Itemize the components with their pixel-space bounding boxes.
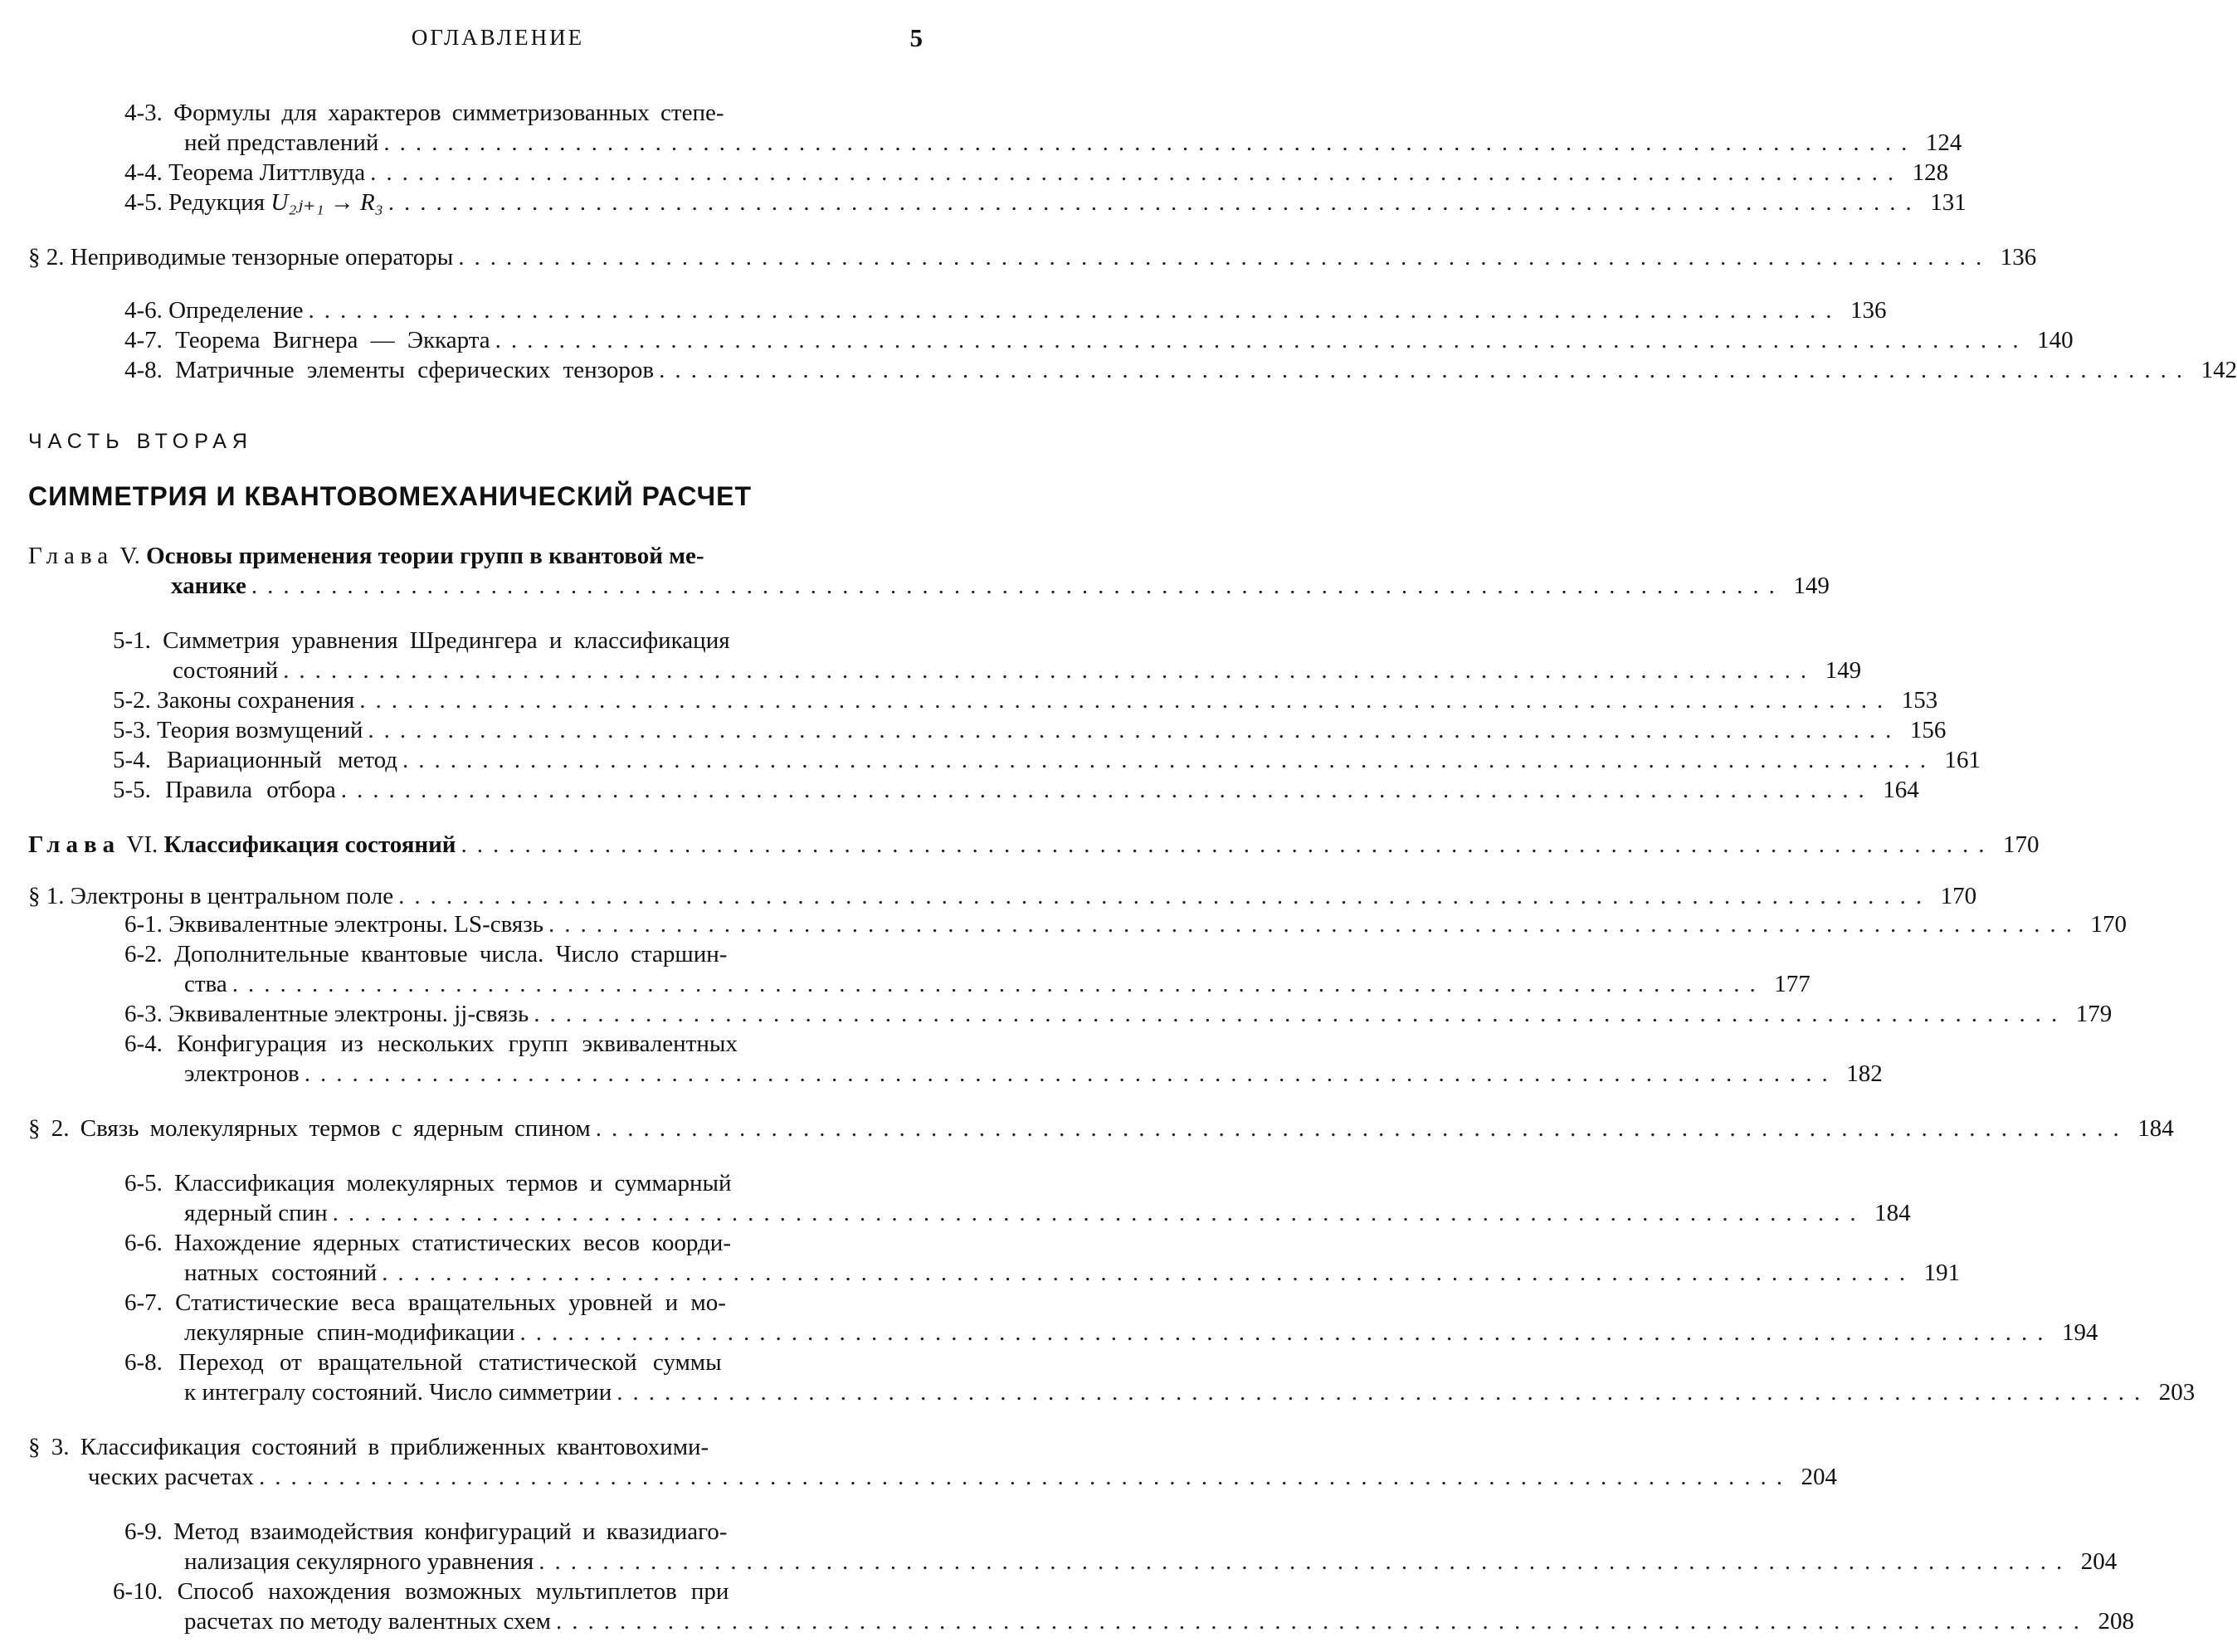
toc-section-number: § 1. [28, 883, 65, 909]
reduction-formula: U₂ⱼ₊₁ → R₃ [270, 189, 383, 216]
toc-entry-number: 6-6. [124, 1230, 163, 1256]
toc-entry-6-1 [124, 909, 2127, 939]
toc-page-number: 124 [1925, 129, 1962, 156]
toc-entry-4-4 [124, 158, 1949, 188]
toc-page-number: 170 [2090, 911, 2127, 938]
toc-section-1-central-field [28, 881, 1977, 911]
part-title: СИММЕТРИЯ И КВАНТОВОМЕХАНИЧЕСКИЙ РАСЧЕТ [28, 481, 752, 511]
chapter-number: V. [119, 543, 140, 569]
toc-page-number: 153 [1901, 687, 1938, 714]
toc-page-number: 204 [2080, 1548, 2118, 1575]
toc-section-2-molecular-terms [28, 1114, 2174, 1143]
toc-entry-title: Теорема Вигнера — Эккарта [175, 327, 490, 353]
toc-entry-title: Редукция [168, 189, 266, 216]
chapter-title: Классификация состояний [163, 831, 456, 858]
toc-entry-4-8 [124, 355, 2237, 385]
toc-entry-6-4-line2 [184, 1059, 1883, 1089]
toc-section-2-tensor-operators [28, 242, 2037, 272]
toc-entry-title: Формулы для характеров симметризованных степе- [173, 100, 724, 126]
dot-leader: ................................................................................................ [359, 687, 1893, 714]
toc-entry-title-continued: к интегралу состояний. Число симметрии [184, 1379, 612, 1406]
toc-page-number: 156 [1909, 717, 1947, 743]
toc-entry-number: 6-8. [124, 1349, 163, 1376]
toc-entry-number: 5-2. [113, 687, 151, 714]
toc-entry-4-6 [124, 295, 1887, 325]
toc-page-number: 204 [1801, 1464, 1837, 1490]
toc-page-number: 142 [2200, 357, 2237, 383]
dot-leader: ................................................................................................ [283, 657, 1817, 684]
dot-leader: ................................................................................................ [383, 129, 1918, 156]
toc-entry-number: 4-8. [124, 357, 163, 383]
toc-entry-6-2-line1 [124, 939, 908, 969]
chapter-word: Глава [28, 831, 121, 858]
toc-entry-title: Метод взаимодействия конфигураций и квазидиаго- [173, 1518, 728, 1545]
toc-entry-number: 4-4. [124, 159, 163, 186]
toc-entry-title-continued: расчетах по методу валентных схем [184, 1608, 551, 1635]
toc-entry-6-8-line1 [124, 1347, 908, 1377]
toc-entry-6-4-line1 [124, 1029, 908, 1059]
toc-page-number: 136 [2000, 244, 2037, 270]
dot-leader: ................................................................................................ [398, 883, 1932, 909]
toc-entry-number: 4-5. [124, 189, 163, 216]
dot-leader: ................................................................................................ [402, 747, 1937, 773]
toc-entry-number: 4-6. [124, 297, 163, 324]
dot-leader: ................................................................................................ [595, 1115, 2129, 1142]
toc-entry-number: 6-2. [124, 941, 163, 967]
toc-section-title: Связь молекулярных термов с ядерным спином [80, 1115, 591, 1142]
toc-section-number: § 3. [28, 1434, 70, 1460]
toc-page-number: 161 [1944, 747, 1981, 773]
toc-entry-title-continued: состояний [173, 657, 279, 684]
running-head [0, 25, 996, 58]
dot-leader: ................................................................................................ [332, 1200, 1866, 1226]
chapter-title: Основы применения теории групп в квантовой ме- [146, 543, 704, 569]
toc-page-number: 128 [1912, 159, 1949, 186]
toc-entry-5-3 [113, 715, 1947, 745]
toc-entry-6-7-line2 [184, 1318, 2098, 1347]
toc-page-number: 191 [1923, 1260, 1961, 1286]
toc-entry-6-2-line2 [184, 969, 1811, 999]
toc-entry-number: 6-4. [124, 1031, 163, 1057]
dot-leader: ................................................................................................ [458, 244, 1992, 270]
toc-page-number: 149 [1825, 657, 1862, 684]
running-title: ОГЛАВЛЕНИЕ [411, 25, 585, 50]
toc-entry-title: Нахождение ядерных статистических весов коорди- [174, 1230, 731, 1256]
toc-chapter-6 [28, 830, 2040, 860]
toc-chapter-5-line2 [171, 571, 1830, 601]
toc-entry-title: Конфигурация из нескольких групп эквивалентных [177, 1031, 738, 1057]
dot-leader: ................................................................................................ [340, 777, 1874, 803]
toc-entry-6-9-line2 [184, 1547, 2118, 1576]
toc-entry-title: Определение [168, 297, 304, 324]
toc-entry-number: 6-1. [124, 911, 163, 938]
toc-entry-title: Законы сохранения [157, 687, 355, 714]
chapter-title-continued: ханике [171, 573, 246, 599]
toc-entry-title: Статистические веса вращательных уровней и мо- [175, 1289, 726, 1316]
toc-entry-number: 6-7. [124, 1289, 163, 1316]
toc-entry-6-10-line2 [184, 1606, 2134, 1636]
toc-entry-title-continued: ядерный спин [184, 1200, 328, 1226]
toc-page-number: 131 [1930, 189, 1967, 216]
toc-page-number: 184 [2137, 1115, 2174, 1142]
dot-leader: ................................................................................................ [555, 1608, 2089, 1635]
toc-entry-4-5 [124, 188, 1967, 217]
toc-entry-5-4 [113, 745, 1981, 775]
toc-entry-6-5-line2 [184, 1198, 1911, 1228]
toc-entry-title: Дополнительные квантовые числа. Число старшин- [174, 941, 728, 967]
toc-entry-4-7 [124, 325, 2074, 355]
part-label: ЧАСТЬ ВТОРАЯ [28, 430, 253, 453]
toc-page-number: 208 [2098, 1608, 2134, 1635]
toc-entry-6-7-line1 [124, 1288, 908, 1318]
toc-entry-title: Матричные элементы сферических тензоров [175, 357, 655, 383]
toc-entry-6-9-line1 [124, 1517, 908, 1547]
dot-leader: ................................................................................................ [461, 831, 1995, 858]
toc-entry-5-1-line1 [113, 626, 909, 655]
toc-page-number: 170 [1940, 883, 1977, 909]
toc-page-number: 179 [2075, 1001, 2113, 1027]
dot-leader: ................................................................................................ [304, 1060, 1838, 1087]
toc-entry-title: Вариационный метод [167, 747, 398, 773]
toc-entry-title: Правила отбора [165, 777, 336, 803]
toc-entry-title: Теорема Литтлвуда [168, 159, 366, 186]
toc-page-number: 184 [1874, 1200, 1911, 1226]
toc-page-number: 194 [2061, 1319, 2098, 1346]
dot-leader: ................................................................................................ [308, 297, 1842, 324]
toc-entry-number: 4-7. [124, 327, 163, 353]
toc-entry-title-continued: лекулярные спин-модификации [184, 1319, 515, 1346]
toc-entry-5-5 [113, 775, 1919, 805]
chapter-word: Глава [28, 543, 115, 569]
toc-entry-title-continued: ней представлений [184, 129, 379, 156]
toc-section-title: Электроны в центральном поле [70, 883, 394, 909]
toc-entry-number: 6-9. [124, 1518, 163, 1545]
toc-page-number: 203 [2158, 1379, 2196, 1406]
toc-section-3-line1 [28, 1432, 908, 1462]
toc-entry-4-3-line1 [124, 98, 896, 128]
toc-entry-6-10-line1 [113, 1576, 908, 1606]
toc-entry-title: Переход от вращательной статистической суммы [178, 1349, 722, 1376]
dot-leader: ................................................................................................ [534, 1001, 2068, 1027]
toc-entry-title: Теория возмущений [157, 717, 363, 743]
dot-leader: ................................................................................................ [387, 189, 1922, 216]
toc-entry-number: 5-1. [113, 627, 151, 654]
toc-entry-number: 6-10. [113, 1578, 163, 1605]
toc-entry-title: Классификация молекулярных термов и суммарный [174, 1170, 732, 1196]
toc-page-number: 149 [1793, 573, 1830, 599]
toc-entry-6-3 [124, 999, 2113, 1029]
toc-chapter-5-line1 [28, 541, 908, 571]
toc-entry-5-1-line2 [173, 655, 1862, 685]
toc-page-number: 177 [1774, 971, 1811, 997]
toc-entry-title-continued: электронов [184, 1060, 300, 1087]
toc-entry-title: Эквивалентные электроны. jj-связь [168, 1001, 529, 1027]
dot-leader: ................................................................................................ [258, 1464, 1792, 1490]
toc-page-number: 136 [1850, 297, 1887, 324]
toc-entry-6-6-line1 [124, 1228, 908, 1258]
toc-entry-5-2 [113, 685, 1938, 715]
toc-page-number: 170 [2003, 831, 2040, 858]
toc-entry-title-continued: ства [184, 971, 227, 997]
toc-page-number: 164 [1883, 777, 1919, 803]
toc-page-number: 182 [1846, 1060, 1883, 1087]
dot-leader: ................................................................................................ [368, 717, 1902, 743]
toc-section-title: Неприводимые тензорные операторы [70, 244, 454, 270]
toc-entry-title: Способ нахождения возможных мультиплетов при [177, 1578, 729, 1605]
toc-entry-title: Эквивалентные электроны. LS-связь [168, 911, 543, 938]
toc-section-number: § 2. [28, 244, 65, 270]
toc-entry-number: 5-3. [113, 717, 151, 743]
toc-entry-number: 6-3. [124, 1001, 163, 1027]
dot-leader: ................................................................................................ [519, 1319, 2054, 1346]
toc-section-title: Классификация состояний в приближенных квантовохими- [80, 1434, 709, 1460]
toc-section-number: § 2. [28, 1115, 70, 1142]
dot-leader: ................................................................................................ [370, 159, 1904, 186]
toc-section-title-continued: ческих расчетах [88, 1464, 254, 1490]
toc-entry-6-8-line2 [184, 1377, 2196, 1407]
dot-leader: ................................................................................................ [251, 573, 1785, 599]
dot-leader: ................................................................................................ [659, 357, 2193, 383]
toc-entry-4-3-line2 [184, 128, 1962, 158]
toc-entry-number: 4-3. [124, 100, 163, 126]
toc-entry-number: 5-5. [113, 777, 151, 803]
toc-entry-title: Симметрия уравнения Шредингера и классификация [163, 627, 730, 654]
dot-leader: ................................................................................................ [231, 971, 1766, 997]
dot-leader: ................................................................................................ [548, 911, 2082, 938]
toc-entry-title-continued: натных состояний [184, 1260, 378, 1286]
page-number: 5 [909, 23, 923, 52]
dot-leader: ................................................................................................ [382, 1260, 1916, 1286]
toc-entry-title-continued: нализация секулярного уравнения [184, 1548, 534, 1575]
toc-entry-6-6-line2 [184, 1258, 1961, 1288]
toc-section-3-line2 [88, 1462, 1837, 1492]
toc-page-number: 140 [2037, 327, 2074, 353]
toc-entry-6-5-line1 [124, 1168, 908, 1198]
dot-leader: ................................................................................................ [617, 1379, 2151, 1406]
toc-entry-number: 6-5. [124, 1170, 163, 1196]
toc-entry-number: 5-4. [113, 747, 151, 773]
dot-leader: ................................................................................................ [495, 327, 2029, 353]
dot-leader: ................................................................................................ [539, 1548, 2073, 1575]
chapter-number: VI. [126, 831, 158, 858]
